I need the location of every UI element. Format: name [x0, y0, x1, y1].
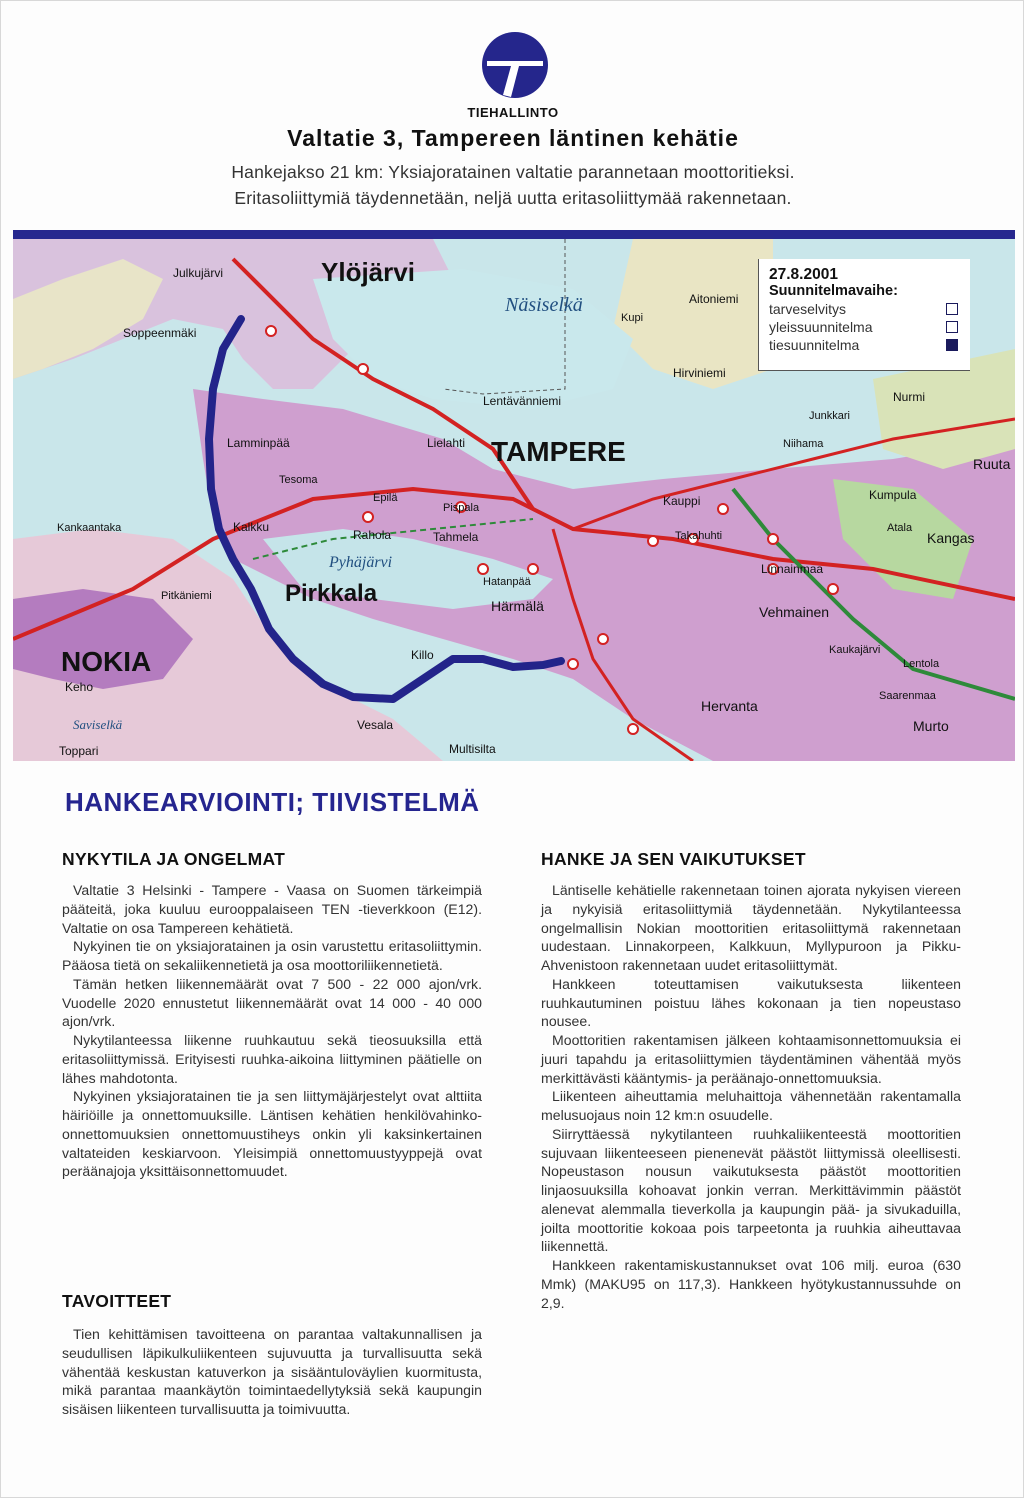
checkbox-filled-icon [946, 339, 958, 351]
logo-text: TIEHALLINTO [467, 105, 559, 120]
legend-option [769, 336, 962, 354]
legend-date: 27.8.2001 [769, 266, 838, 283]
right-column [541, 849, 961, 870]
map-label-ylojarvi: Ylöjärvi [321, 257, 415, 287]
map-label-vehmainen: Vehmainen [759, 604, 830, 620]
left-column-goals [62, 1291, 482, 1312]
map-label-murto: Murto [913, 718, 949, 734]
legend-phase-label: Suunnitelmavaihe: [769, 283, 898, 299]
map-label-saviselka: Saviselkä [73, 717, 123, 732]
map-label-tampere: TAMPERE [491, 436, 626, 467]
paragraph: Nykytilanteessa liikenne ruuhkautuu sekä tieosuuksilla että eritasoliittymissä. Erityisesti ruuhka-aikoina liittyminen päätielle on lähes mahdotonta. [62, 1032, 482, 1086]
map-label-linnainmaa: Linnainmaa [761, 562, 824, 576]
section-title: HANKEARVIOINTI; TIIVISTELMÄ [65, 787, 480, 817]
map-label-kumpula: Kumpula [869, 488, 917, 502]
map-label-kaukajarvi: Kaukajärvi [829, 644, 881, 656]
map-label-pirkkala: Pirkkala [285, 580, 378, 607]
legend-option-label: tiesuunnitelma [769, 337, 860, 353]
map-label-soppeenmaki: Soppeenmäki [123, 326, 197, 340]
map-label-pitkaniemi: Pitkäniemi [161, 590, 212, 602]
map-label-killo: Killo [411, 648, 434, 662]
map-label-atala: Atala [887, 522, 913, 534]
map-label-niihama: Niihama [783, 438, 824, 450]
map-label-takahuhti: Takahuhti [675, 530, 723, 542]
paragraph: Nykyinen tie on yksiajoratainen ja osin varustettu eritasoliittymin. Pääosa tietä on sekaliikennetietä ja osa moottoriliikennetietä. [62, 938, 482, 973]
header-divider [13, 230, 1015, 239]
map-label-aitoniemi: Aitoniemi [689, 292, 739, 306]
left-column [62, 849, 482, 870]
map-label-hatanpaa: Hatanpää [483, 576, 531, 588]
paragraph: Tämän hetken liikennemäärät ovat 7 500 - 22 000 ajon/vrk. Vuodelle 2020 ennustetut liikennemäärät ovat 14 000 - 40 000 ajon/vrk. [62, 975, 482, 1030]
paragraph: Siirryttäessä nykytilanteen ruuhkaliikenteestä moottoritien sujuvaan liikenteeseen pienenevät päästöt liittymissä oleellisesti. Nopeustason nousun vaikutuksesta päästöt moottoritien linjaosuuksilla kohoavat jonkin verran. Merkittävimmin päästöt alenevat alemmalla tieverkolla ja kaupungin pää- ja sivukaduilla, joilta moottoritie kokoaa pois tarpeetonta ja ruuhkia aiheuttavaa liikennettä. [541, 1125, 961, 1255]
paragraph: Tien kehittämisen tavoitteena on parantaa valtakunnallisen ja seudullisen läpikulkuliikenteen sujuvuutta ja turvallisuutta sekä vähentää keskustan katuverkon ja sisääntuloväylien kuormitusta, mikä parantaa maankäytön toimintaedellytyksiä sekä kaupungin sisäisen liikenteen turvallisuutta ja toimivuutta. [62, 1326, 482, 1417]
map-label-nasiselka: Näsiselkä [505, 294, 583, 316]
heading-goals: TAVOITTEET [62, 1291, 172, 1311]
map-label-kankaantaka: Kankaantaka [57, 522, 122, 534]
map-label-nurmi: Nurmi [893, 390, 925, 404]
map-label-hirviniemi: Hirviniemi [673, 366, 726, 380]
paragraph: Hankkeen toteuttamisen vaikutuksesta liikenteen ruuhkautuminen poistuu lähes kokonaan ja tien nopeustaso nousee. [541, 975, 961, 1030]
map-label-kalkku: Kalkku [233, 520, 270, 534]
paragraph: Liikenteen aiheuttamia meluhaittoja vähennetään rakentamalla melusuojaus noin 12 km:n osuudelle. [541, 1088, 961, 1123]
map-label-kupi: Kupi [621, 312, 644, 324]
map-label-lentavanniemi: Lentävänniemi [483, 394, 562, 408]
legend-option-label: yleissuunnitelma [769, 319, 873, 335]
checkbox-empty-icon [946, 303, 958, 315]
map-label-kangas: Kangas [927, 530, 975, 546]
map-label-keho: Keho [65, 680, 94, 694]
legend-option [769, 300, 962, 318]
heading-current-state: NYKYTILA JA ONGELMAT [62, 849, 286, 869]
map-label-saarenmaa: Saarenmaa [879, 690, 936, 702]
map-label-lentola: Lentola [903, 658, 940, 670]
paragraph: Läntiselle kehätielle rakennetaan toinen ajorata nykyisen viereen ja nykyisiä eritasoliittymiä täydennetään. Nykytilanteessa ongelmallisin Nokian moottoritien eritasoliittymä rakennetaan uudestaan. Linnakorpeen, Kalkkuun, Myllypuroon ja Pikku-Ahvenistoon rakennetaan uudet eritasoliittymät. [541, 882, 961, 973]
paragraph: Nykyinen yksiajoratainen tie ja sen liittymäjärjestelyt ovat alttiita häiriöille ja onnettomuuksille. Läntisen kehätien henkilövahinko-onnettomuuksien onnettomuustiheys onkin yli kaksinkertainen valtateiden keskiarvoon. Yleisimpiä onnettomuustyyppejä ovat peräänajoja yksittäisonnettomuudet. [62, 1088, 482, 1180]
map-label-lielahti: Lielahti [427, 436, 466, 450]
paragraph: Valtatie 3 Helsinki - Tampere - Vaasa on Suomen tärkeimpiä pääteitä, joka kuuluu eurooppalaiseen TEN -tieverkkoon (E12). Valtatie on osa Tampereen kehätietä. [62, 882, 482, 936]
legend-option [769, 318, 962, 336]
map-label-vesala: Vesala [357, 718, 394, 732]
map-label-tesoma: Tesoma [279, 474, 318, 486]
page-subtitle-1: Hankejakso 21 km: Yksiajoratainen valtatie parannetaan moottoritieksi. [231, 162, 795, 182]
map-label-lamminpaa: Lamminpää [227, 436, 290, 450]
map-label-pispala: Pispala [443, 502, 480, 514]
map-label-junkkari: Junkkari [809, 410, 850, 422]
left-column-body-1 [62, 881, 482, 1181]
map-label-harmala: Härmälä [491, 598, 544, 614]
checkbox-empty-icon [946, 321, 958, 333]
map-label-ruutana: Ruuta [973, 456, 1011, 472]
page-subtitle-2: Eritasoliittymiä täydennetään, neljä uutta eritasoliittymää rakennetaan. [234, 188, 792, 208]
legend-option-label: tarveselvitys [769, 301, 847, 317]
paragraph: Moottoritien rakentamisen jälkeen kohtaamisonnettomuuksia ei juuri tapahdu ja eritasoliittymien täydentäminen vähentää myös merkittävästi kääntymis- ja peräänajo-onnettomuuksia. [541, 1032, 961, 1086]
heading-project-effects: HANKE JA SEN VAIKUTUKSET [541, 849, 806, 869]
right-column-body [541, 881, 961, 1312]
map-label-hervanta: Hervanta [701, 698, 758, 714]
map-label-tahmela: Tahmela [433, 530, 479, 544]
page-title: Valtatie 3, Tampereen läntinen kehätie [287, 125, 739, 151]
paragraph: Hankkeen rakentamiskustannukset ovat 106 milj. euroa (630 Mmk) (MAKU95 on 117,3). Hankkeen hyötykustannussuhde on 2,9. [541, 1257, 961, 1311]
map-label-nokia: NOKIA [61, 646, 152, 677]
map-label-rahola: Rahola [353, 528, 392, 542]
map-legend [758, 259, 970, 371]
map-label-epila: Epilä [373, 492, 398, 504]
left-column-body-2 [62, 1325, 482, 1419]
map-label-multisilta: Multisilta [449, 742, 496, 756]
map-label-kauppi: Kauppi [663, 494, 701, 508]
tiehallinto-logo-icon [481, 31, 549, 99]
map-label-pyhajarvi: Pyhäjärvi [329, 554, 393, 571]
map-label-julkujarvi: Julkujärvi [173, 266, 224, 280]
map-label-toppari: Toppari [59, 744, 99, 758]
